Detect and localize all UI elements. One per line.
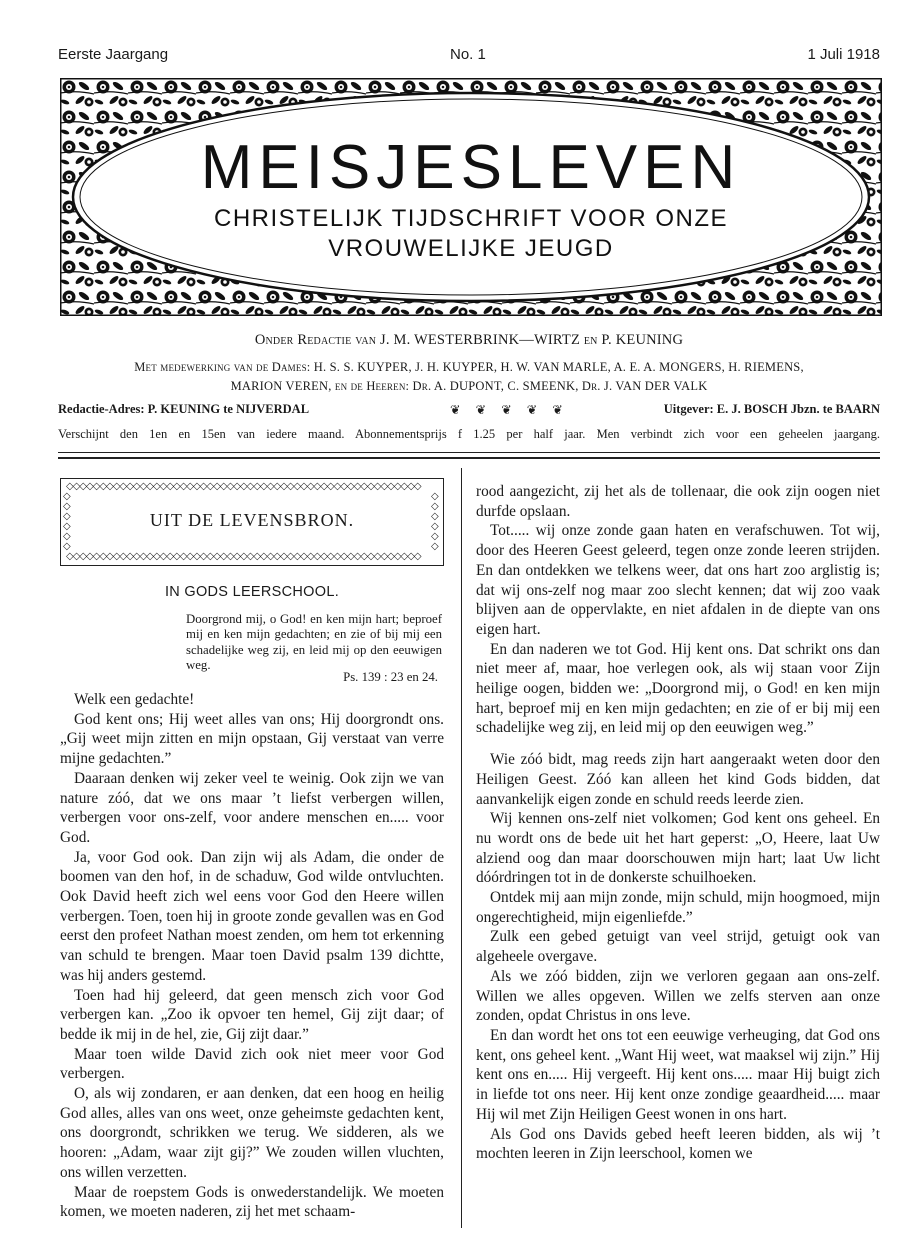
- masthead-art: [60, 78, 882, 316]
- contributors-line-2: MARION VEREN, en de Heeren: Dr. A. DUPONT, C. SMEENK, Dr. J. VAN DER VALK: [230, 379, 708, 393]
- magazine-title: MEISJESLEVEN: [200, 133, 742, 202]
- credits-block: [58, 332, 880, 396]
- epigraph-reference: Ps. 139 : 23 en 24.: [343, 670, 438, 684]
- paragraph: En dan wordt het ons tot een eeuwige verheuging, dat God ons kent, ons geheel kent. „Want Hij weet, wat maaksel wij zijn.” Hij kent ons en..... Hij vergeeft. Hij kent ons..... maar Hij buigt zich in liefde tot ons neer. Hij kent onze zondige geaardheid..... maar Hij wil met Zijn Heiligen Geest wonen in ons hart.: [476, 1026, 880, 1123]
- paragraph: Toen had hij geleerd, dat geen mensch zich voor God verbergen kan. „Zoo ik opvoer ten hemel, Gij zijt daar; of bedde ik mij in de hel, zie, Gij zijt daar.”: [60, 986, 444, 1043]
- contributors-line-1: Met medewerking van de Dames: H. S. S. KUYPER, J. H. KUYPER, H. W. VAN MARLE, A. E. A. MONGERS, H. RIEMENS,: [134, 360, 804, 374]
- column-divider: [461, 468, 462, 1228]
- chain-border-right: ◇◇◇◇◇◇: [431, 492, 439, 552]
- epigraph: Doorgrond mij, o God! en ken mijn hart; beproef mij en ken mijn gedachten; en zie of bij mij een schadelijke weg zij, en leid mij op den eeuwigen weg.: [186, 612, 442, 673]
- issue-date: 1 Juli 1918: [807, 46, 880, 63]
- address-line: [58, 402, 880, 420]
- chain-border-top: ◇◇◇◇◇◇◇◇◇◇◇◇◇◇◇◇◇◇◇◇◇◇◇◇◇◇◇◇◇◇◇◇◇◇◇◇◇◇◇◇◇◇◇◇◇◇◇◇◇◇◇◇◇: [66, 481, 421, 492]
- paragraph: Als we zóó bidden, zijn we verloren gegaan aan ons-zelf. Willen we alles opgeven. Willen we zelfs sterven aan onze zonden, opdat Christus in ons leve.: [476, 967, 880, 1025]
- section-title: UIT DE LEVENSBRON.: [149, 510, 355, 530]
- publisher: Uitgever: E. J. BOSCH Jbzn. te BAARN: [663, 402, 880, 416]
- paragraph: Zulk een gebed getuigt van veel strijd, getuigt ook van algeheele overgave.: [476, 928, 880, 966]
- volume-label: Eerste Jaargang: [58, 46, 169, 63]
- right-column: [476, 482, 880, 1164]
- paragraph: Wij kennen ons-zelf niet volkomen; God kent ons geheel. En nu wordt ons de bede uit het hart geperst: „O, Heere, laat Uw alziend oog dan maar doorschouwen mijn hart; laat Uw licht dóórdringen tot in de donkerste schuilhoeken.: [476, 810, 880, 887]
- chain-border-bottom: ◇◇◇◇◇◇◇◇◇◇◇◇◇◇◇◇◇◇◇◇◇◇◇◇◇◇◇◇◇◇◇◇◇◇◇◇◇◇◇◇◇◇◇◇◇◇◇◇◇◇◇◇◇: [66, 551, 421, 562]
- paragraph: Tot..... wij onze zonde gaan haten en verafschuwen. Tot wij, door des Heeren Geest geleerd, tegen onze zonde leeren strijden. En dan ontdekken we telkens weer, dat ons hart zoo arglistig is; dat wij ons-zelf nog maar zoo slecht kennen; dat wij zoo vaak blijven aan de oppervlakte, en niet afdalen in de diepte van ons eigen hart.: [476, 522, 880, 638]
- paragraph: Daaraan denken wij zeker veel te weinig. Ook zijn we van nature zóó, dat we ons maar ’t liefst verbergen willen, verbergen voor ons-zelf, voor andere menschen en..... voor God.: [60, 769, 444, 846]
- header-rule: [58, 452, 880, 453]
- chain-border-left: ◇◇◇◇◇◇: [63, 492, 71, 552]
- paragraph: Welk een gedachte!: [74, 691, 195, 708]
- issue-number: No. 1: [450, 46, 486, 63]
- paragraph: Ja, voor God ook. Dan zijn wij als Adam, die onder de boomen van den hof, in de schaduw, God wilde ontvluchten. Ook David heeft zich wel eens voor God den Heere willen verbergen. Toen, toen hij in groote zonde gevallen was en God eerst den profeet Nathan moest zenden, om hem tot erkenning van schuld te brengen. Maar toen David psalm 139 dichtte, was hij anders gestemd.: [60, 848, 444, 984]
- section-title-box: [60, 478, 444, 566]
- header-rule-double: [58, 457, 880, 459]
- running-header: [58, 46, 880, 68]
- masthead: [60, 78, 882, 316]
- subscription-terms: Verschijnt den 1en en 15en van iedere maand. Abonnementsprijs f 1.25 per half jaar. Men verbindt zich voor een geheelen jaargang.: [58, 427, 880, 441]
- editorial-address: Redactie-Adres: P. KEUNING te NIJVERDAL: [58, 402, 310, 416]
- paragraph: Als God ons Davids gebed heeft leeren bidden, als wij ’t mochten leeren in Zijn leerschool, komen we: [476, 1125, 880, 1163]
- left-column: [60, 690, 444, 1222]
- paragraph: Maar de roepstem Gods is onwederstandelijk. We moeten komen, we moeten naderen, zij het met schaam-: [60, 1183, 444, 1221]
- paragraph: Ontdek mij aan mijn zonde, mijn schuld, mijn hoogmoed, mijn ongerechtigheid, mijn eigenliefde.”: [476, 889, 880, 926]
- paragraph: Maar toen wilde David zich ook niet meer voor God verbergen.: [60, 1045, 444, 1083]
- paragraph-gap: [476, 738, 880, 750]
- paragraph: O, als wij zondaren, er aan denken, dat een hoog en heilig God alles, alles van ons weet, onze geheimste gedachten kent, ons doorgrondt, schrikken we terug. We sidderen, als we hooren: „Adam, waar zijt gij?” We zouden willen vluchten, ons willen verzetten.: [60, 1085, 444, 1181]
- paragraph: Wie zóó bidt, mag reeds zijn hart aangeraakt weten door den Heiligen Geest. Zóó kan alleen het kind Gods bidden, dat aanvankelijk eigen zonde en schuld reeds leerde zien.: [476, 751, 880, 808]
- magazine-subtitle-2: VROUWELIJKE JEUGD: [328, 235, 614, 262]
- paragraph: En dan naderen we tot God. Hij kent ons. Dat schrikt ons dan niet meer af, maar, hoe verlegen ook, als wij staan voor Zijn heilige oogen, bidden we: „Doorgrond mij, o God! en ken mijn hart, beproef mij en ken mijn gedachten; en zie of er bij mij een schadelijke weg zij, en leid mij op den eeuwigen weg.”: [476, 640, 880, 737]
- editors-line: Onder Redactie van J. M. WESTERBRINK—WIRTZ en P. KEUNING: [254, 332, 684, 348]
- paragraph: God kent ons; Hij weet alles van ons; Hij doorgrondt ons. „Gij weet mijn zitten en mijn opstaan, Gij verstaat van verre mijne gedachten.”: [60, 710, 444, 768]
- article-heading: IN GODS LEERSCHOOL.: [164, 584, 340, 600]
- magazine-subtitle-1: CHRISTELIJK TIJDSCHRIFT VOOR ONZE: [214, 205, 728, 232]
- ornament-row: ❦ ❦ ❦ ❦ ❦: [450, 403, 569, 417]
- paragraph: rood aangezicht, zij het als de tollenaar, die ook zijn oogen niet durfde opslaan.: [476, 483, 880, 520]
